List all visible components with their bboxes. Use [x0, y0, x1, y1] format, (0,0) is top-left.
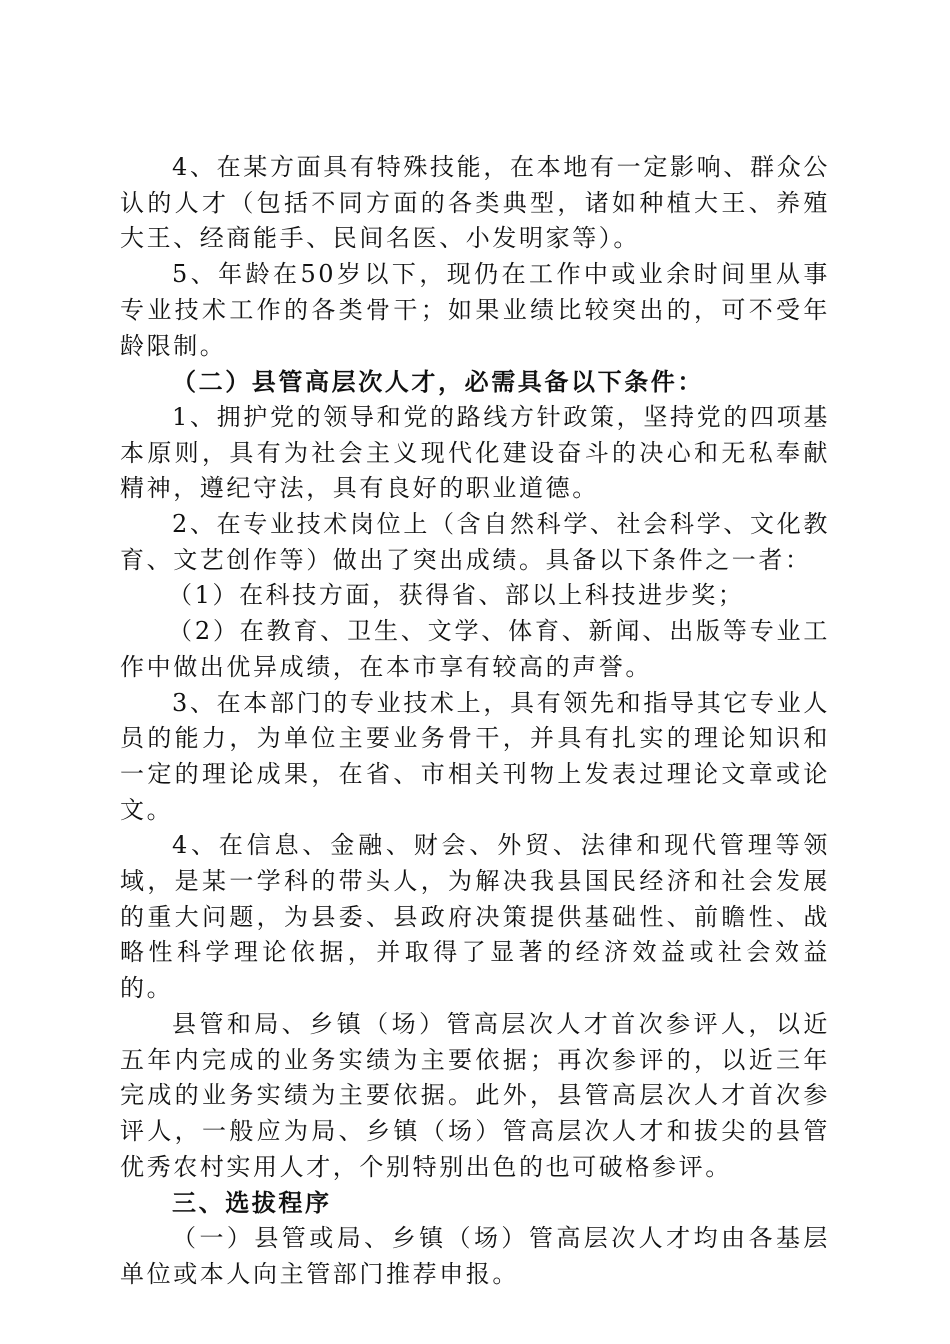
paragraph-condition-5: 5、年龄在50岁以下，现仍在工作中或业余时间里从事专业技术工作的各类骨干；如果业绩比较突出的，可不受年龄限制。: [120, 260, 830, 360]
paragraph-county-condition-4: 4、在信息、金融、财会、外贸、法律和现代管理等领域，是某一学科的带头人，为解决我县国民经济和社会发展的重大问题，为县委、县政府决策提供基础性、前瞻性、战略性科学理论依据，并取得了显著的经济效益或社会效益的。: [120, 831, 830, 1003]
paragraph-county-condition-3: 3、在本部门的专业技术上，具有领先和指导其它专业人员的能力，为单位主要业务骨干，并具有扎实的理论知识和一定的理论成果，在省、市相关刊物上发表过理论文章或论文。: [120, 688, 830, 824]
section-heading-selection-procedure: 三、选拔程序: [172, 1188, 332, 1218]
paragraph-procedure-1: （一）县管或局、乡镇（场）管高层次人才均由各基层单位或本人向主管部门推荐申报。: [120, 1224, 830, 1288]
paragraph-sub-condition-1: （1）在科技方面，获得省、部以上科技进步奖；: [168, 581, 745, 610]
paragraph-sub-condition-2: （2）在教育、卫生、文学、体育、新闻、出版等专业工作中做出优异成绩，在本市享有较高的声誉。: [120, 617, 830, 681]
paragraph-county-condition-1: 1、拥护党的领导和党的路线方针政策，坚持党的四项基本原则，具有为社会主义现代化建设奋斗的决心和无私奉献精神，遵纪守法，具有良好的职业道德。: [120, 402, 830, 503]
section-heading-county-talent: （二）县管高层次人才，必需具备以下条件：: [172, 367, 704, 397]
document-page: [120, 150, 830, 1293]
paragraph-condition-4: 4、在某方面具有特殊技能，在本地有一定影响、群众公认的人才（包括不同方面的各类典型，诸如种植大王、养殖大王、经商能手、民间名医、小发明家等）。: [120, 153, 830, 253]
paragraph-county-condition-2: 2、在专业技术岗位上（含自然科学、社会科学、文化教育、文艺创作等）做出了突出成绩。具备以下条件之一者：: [120, 510, 830, 574]
paragraph-evaluation-basis: 县管和局、乡镇（场）管高层次人才首次参评人，以近五年内完成的业务实绩为主要依据；再次参评的，以近三年完成的业务实绩为主要依据。此外，县管高层次人才首次参评人，一般应为局、乡镇（场）管高层次人才和拔尖的县管优秀农村实用人才，个别特别出色的也可破格参评。: [120, 1009, 830, 1181]
